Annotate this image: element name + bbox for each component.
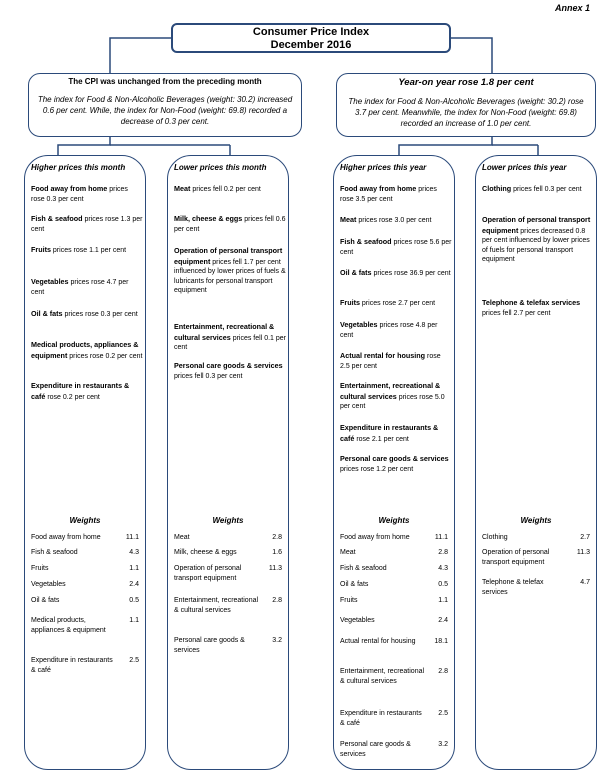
weights-title: Weights bbox=[378, 516, 410, 525]
column-lower-year bbox=[475, 155, 597, 770]
weight-row: Vegetables 2.4 bbox=[340, 617, 448, 624]
weight-row: Actual rental for housing 18.1 bbox=[340, 638, 448, 645]
weight-row: Milk, cheese & eggs 1.6 bbox=[174, 549, 282, 556]
weight-row: Fruits 1.1 bbox=[31, 565, 139, 572]
change-item: Entertainment, recreational & cultural services prices fell 0.1 per cent bbox=[174, 322, 286, 351]
change-item: Expenditure in restaurants & café rose 2.1 per cent bbox=[340, 423, 439, 443]
column-higher-month bbox=[24, 155, 146, 770]
yearly-summary-body: The index for Food & Non-Alcoholic Beverages (weight: 30.2) rose 3.7 per cent. Meanwhile, the index for Non-Food (weight: 69.8) recorded an increase of 1.0 per cent. bbox=[348, 97, 584, 128]
change-item: Fish & seafood prices rose 1.3 per cent bbox=[31, 214, 143, 233]
weight-row: Food away from home 11.1 bbox=[340, 534, 448, 541]
weights-title: Weights bbox=[69, 516, 101, 525]
column-title: Higher prices this year bbox=[340, 163, 427, 172]
change-item: Fruits prices rose 2.7 per cent bbox=[340, 298, 436, 307]
column-higher-year bbox=[333, 155, 455, 770]
change-item: Milk, cheese & eggs prices fell 0.6 per cent bbox=[174, 214, 286, 233]
change-item: Personal care goods & services prices rose 1.2 per cent bbox=[340, 454, 449, 473]
change-item: Fruits prices rose 1.1 per cent bbox=[31, 245, 127, 254]
change-item: Food away from home prices rose 3.5 per cent bbox=[340, 184, 437, 203]
change-item: Food away from home prices rose 0.3 per cent bbox=[31, 184, 128, 203]
weight-row: Telephone & telefax services 4.7 bbox=[482, 579, 590, 596]
change-item: Fish & seafood prices rose 5.6 per cent bbox=[340, 237, 452, 256]
yearly-summary-box bbox=[336, 73, 596, 137]
change-item: Personal care goods & services prices fell 0.3 per cent bbox=[174, 361, 283, 380]
weight-row: Operation of personal transport equipment 11.3 bbox=[174, 565, 282, 582]
weights-title: Weights bbox=[520, 516, 552, 525]
change-item: Entertainment, recreational & cultural services prices rose 5.0 per cent bbox=[340, 381, 445, 410]
column-title: Lower prices this month bbox=[174, 163, 267, 172]
weight-row: Meat 2.8 bbox=[174, 534, 282, 541]
weight-row: Oil & fats 0.5 bbox=[31, 597, 139, 604]
title-box bbox=[171, 23, 451, 53]
annex-label: Annex 1 bbox=[554, 3, 590, 13]
yearly-summary-heading: Year-on year rose 1.8 per cent bbox=[398, 77, 534, 88]
weights-title: Weights bbox=[212, 516, 244, 525]
weight-row: Fruits 1.1 bbox=[340, 597, 448, 604]
weight-row: Fish & seafood 4.3 bbox=[340, 565, 448, 572]
title-line2: December 2016 bbox=[270, 39, 352, 51]
monthly-summary-box bbox=[28, 73, 302, 137]
change-item: Actual rental for housing rose 2.5 per cent bbox=[340, 351, 441, 370]
weight-row: Fish & seafood 4.3 bbox=[31, 549, 139, 556]
weight-row: Oil & fats 0.5 bbox=[340, 581, 448, 588]
weight-row: Entertainment, recreational & cultural services 2.8 bbox=[340, 668, 448, 685]
title-line1: Consumer Price Index bbox=[252, 26, 370, 38]
weight-row: Personal care goods & services 3.2 bbox=[340, 741, 448, 758]
column-title: Higher prices this month bbox=[31, 163, 126, 172]
change-item: Oil & fats prices rose 0.3 per cent bbox=[31, 309, 138, 318]
change-item: Meat prices fell 0.2 per cent bbox=[174, 184, 261, 193]
weight-row: Food away from home 11.1 bbox=[31, 534, 139, 541]
change-item: Expenditure in restaurants & café rose 0.2 per cent bbox=[31, 381, 130, 401]
change-item: Vegetables prices rose 4.8 per cent bbox=[340, 320, 438, 339]
monthly-summary-body: The index for Food & Non-Alcoholic Beverages (weight: 30.2) increased 0.6 per cent. While, the index for Non-Food (weight: 69.8) recorded a decrease of 0.3 per cent. bbox=[37, 95, 293, 126]
weight-row: Clothing 2.7 bbox=[482, 534, 590, 541]
change-item: Operation of personal transport equipment prices fell 1.7 per cent influenced by lower prices of fuels & lubricants for personal transport equipment bbox=[174, 246, 286, 294]
change-item: Operation of personal transport equipment prices decreased 0.8 per cent influenced by lower prices of fuels for personal transport equipment bbox=[482, 215, 591, 263]
weight-row: Personal care goods & services 3.2 bbox=[174, 637, 282, 654]
change-item: Meat prices rose 3.0 per cent bbox=[340, 215, 432, 224]
column-lower-month bbox=[167, 155, 289, 770]
change-item: Clothing prices fell 0.3 per cent bbox=[482, 184, 582, 193]
weight-row: Vegetables 2.4 bbox=[31, 581, 139, 588]
weight-row: Medical products, appliances & equipment 1.1 bbox=[31, 617, 139, 634]
weight-row: Expenditure in restaurants & café 2.5 bbox=[31, 657, 139, 674]
column-title: Lower prices this year bbox=[482, 163, 567, 172]
monthly-summary-heading: The CPI was unchanged from the preceding month bbox=[68, 77, 262, 86]
change-item: Vegetables prices rose 4.7 per cent bbox=[31, 277, 129, 296]
change-item: Telephone & telefax services prices fell 2.7 per cent bbox=[482, 298, 581, 317]
weight-row: Meat 2.8 bbox=[340, 549, 448, 556]
weight-row: Entertainment, recreational & cultural services 2.8 bbox=[174, 597, 282, 614]
change-item: Medical products, appliances & equipment prices rose 0.2 per cent bbox=[31, 340, 143, 360]
weight-row: Expenditure in restaurants & café 2.5 bbox=[340, 710, 448, 727]
weight-row: Operation of personal transport equipment 11.3 bbox=[482, 549, 590, 566]
change-item: Oil & fats prices rose 36.9 per cent bbox=[340, 268, 451, 277]
